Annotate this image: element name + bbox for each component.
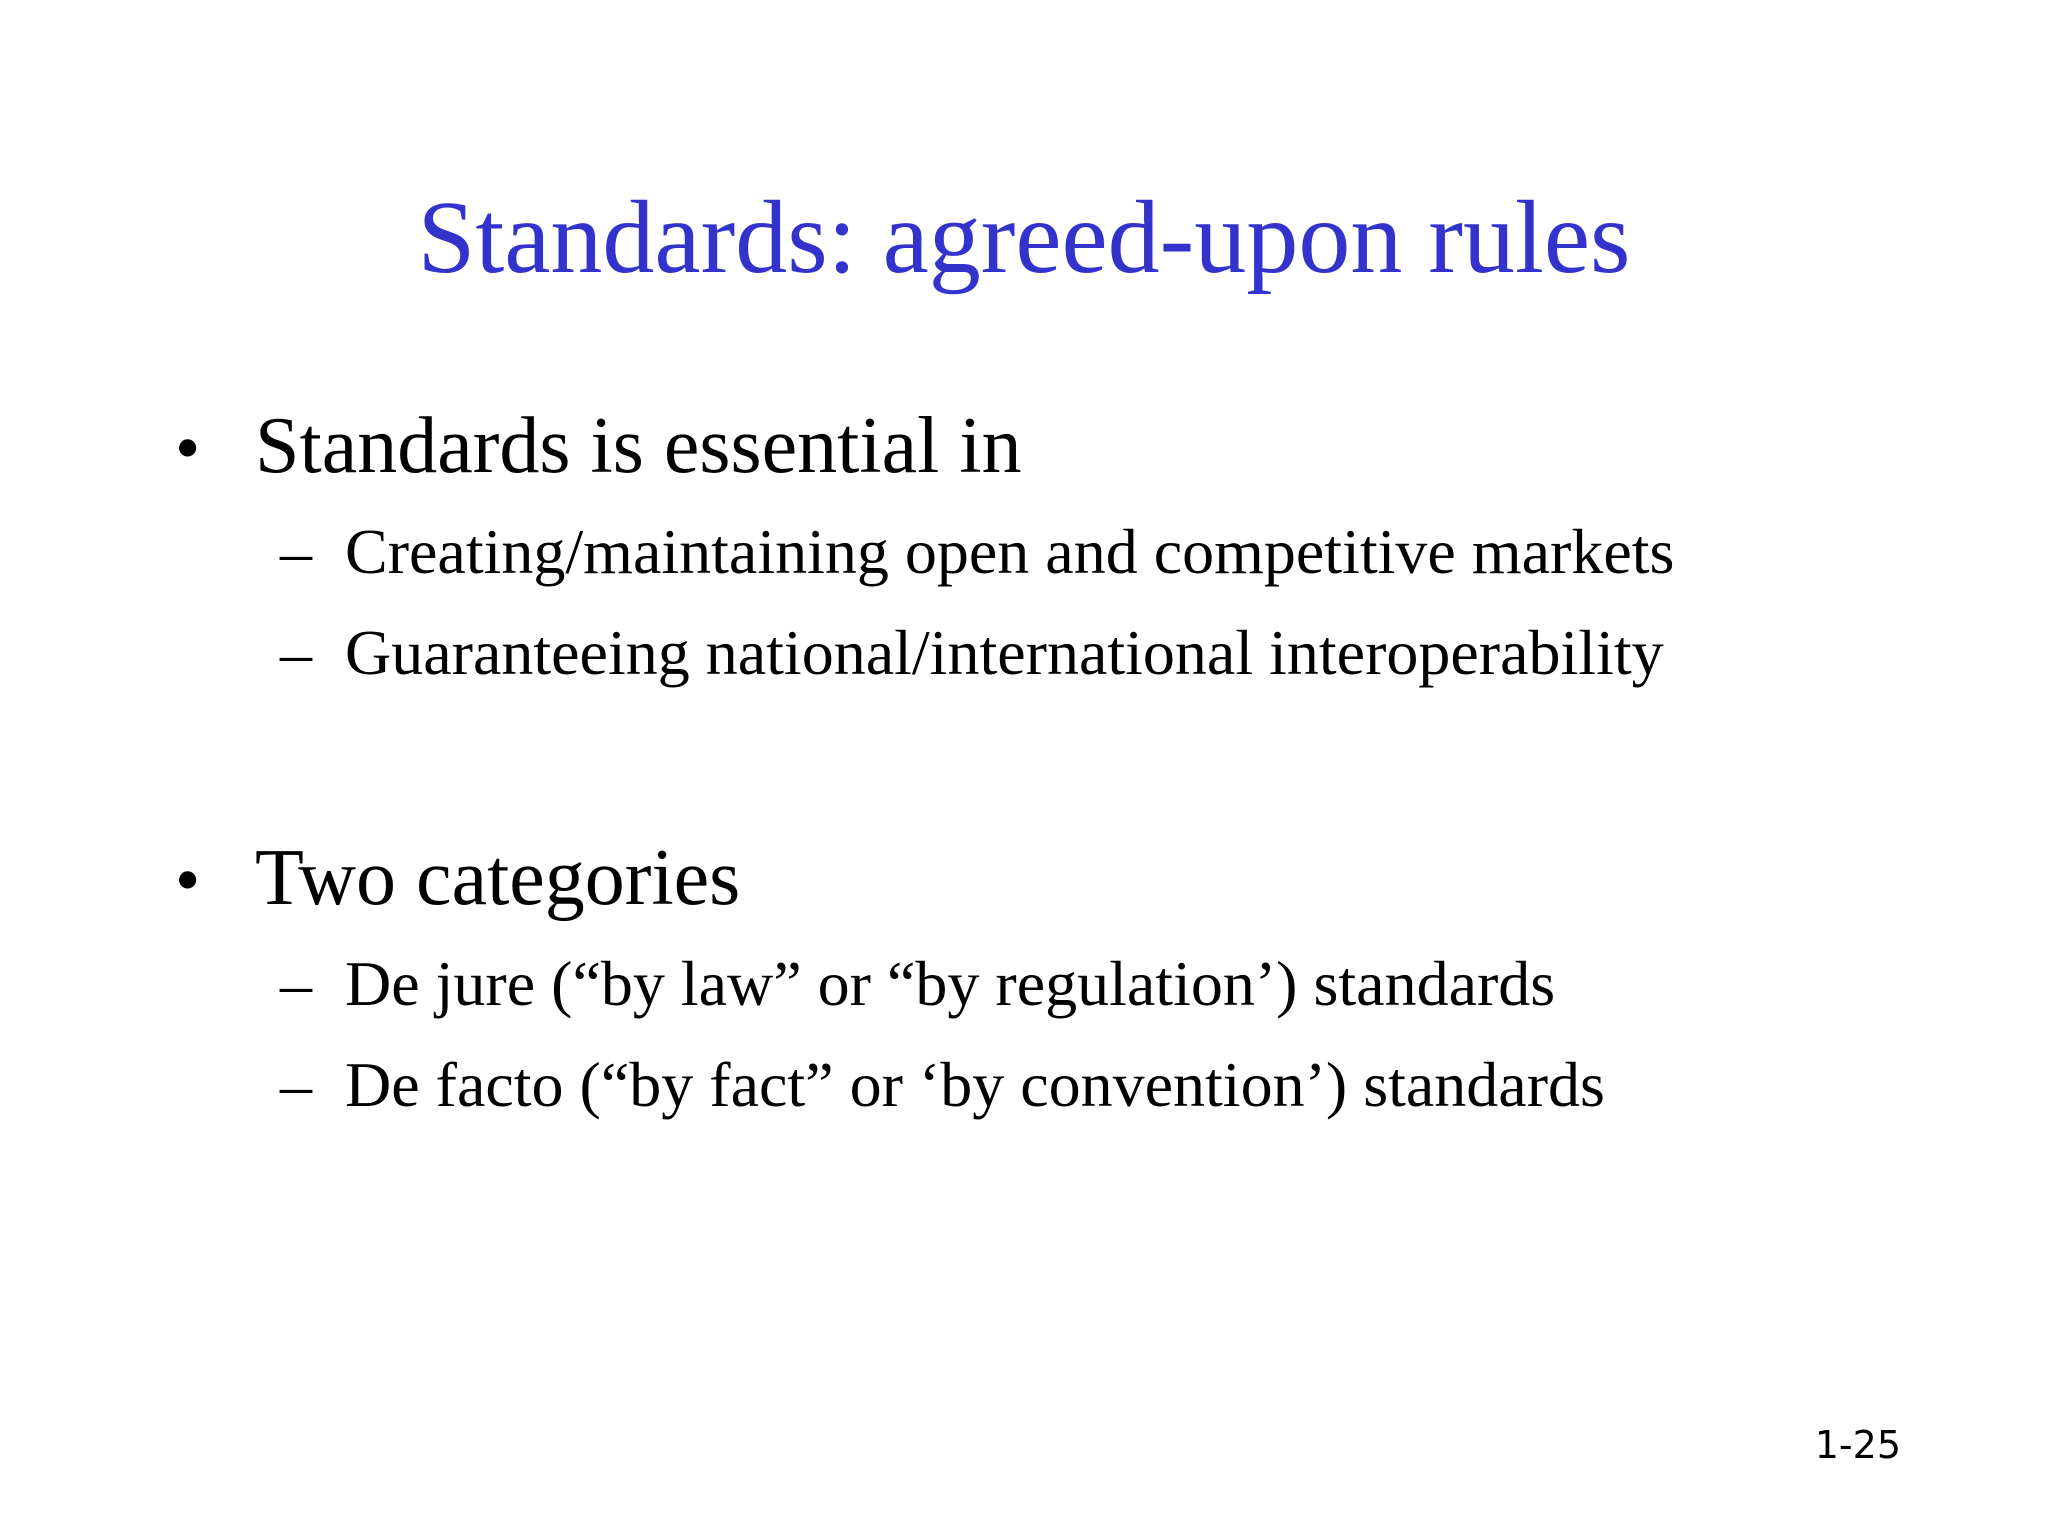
slide-title: Standards: agreed-upon rules xyxy=(417,180,1631,295)
sub-bullet-text: De facto (“by fact” or ‘by convention’) standards xyxy=(345,1049,1605,1120)
sub-bullet-text: Creating/maintaining open and competitive markets xyxy=(345,516,1675,587)
dash-marker: – xyxy=(280,948,312,1019)
dash-marker: – xyxy=(280,1049,312,1120)
slide-number: 1-25 xyxy=(1814,1423,1901,1467)
bullet-item xyxy=(175,830,740,928)
dash-marker: – xyxy=(280,516,312,587)
bullet-marker: • xyxy=(175,408,201,488)
sub-bullet-item xyxy=(280,512,1674,592)
bullet-item xyxy=(175,398,1022,496)
sub-bullet-text: Guaranteeing national/international interoperability xyxy=(345,617,1664,688)
bullet-marker: • xyxy=(175,840,201,920)
sub-bullet-item xyxy=(280,613,1664,693)
bullet-text: Two categories xyxy=(255,834,741,922)
sub-bullet-item xyxy=(280,1045,1605,1125)
bullet-text: Standards is essential in xyxy=(255,402,1022,490)
dash-marker: – xyxy=(280,617,312,688)
sub-bullet-item xyxy=(280,944,1555,1024)
sub-bullet-text: De jure (“by law” or “by regulation’) standards xyxy=(345,948,1556,1019)
